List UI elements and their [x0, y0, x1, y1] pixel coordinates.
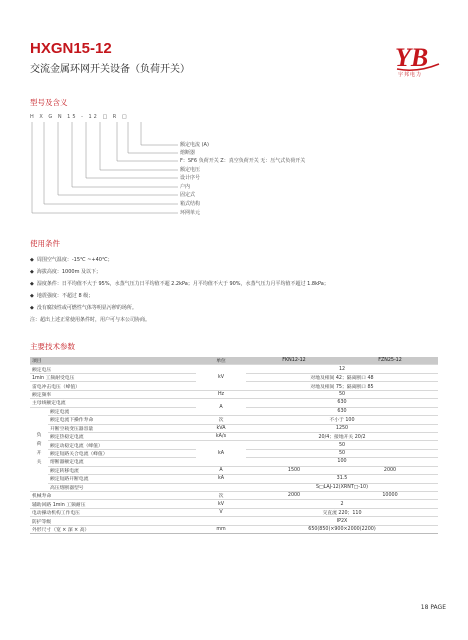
table-row: 额定电压 kV 12 [30, 365, 438, 373]
table-row: 电动操动机构工作电压 V 交直流 220；110 [30, 508, 438, 516]
condition-item: ◆ 地震强度：不超过 8 级； [30, 293, 94, 299]
bullet-diamond-icon: ◆ [30, 281, 34, 287]
table-row: 熔断器额定电流 100 [30, 458, 438, 466]
model-tree-lines [0, 0, 468, 240]
table-row: 机械寿命 次 2000 10000 [30, 492, 438, 500]
condition-item: ◆ 湿度条件：日平均值不大于 95%，水蒸气压力日平均值不超 2.2kPa；月平均值不大于 90%，水蒸气压力月平均值不超过 1.8kPa； [30, 281, 329, 287]
model-label-switch-type: F：SF6 负荷开关 Z：真空负荷开关 无：压气式负荷开关 [180, 158, 306, 164]
bullet-diamond-icon: ◆ [30, 257, 34, 263]
model-label-fixed: 固定式 [180, 192, 196, 198]
table-header-unit: 单位 [196, 357, 246, 365]
table-row: 防护等级 IP2X [30, 517, 438, 525]
condition-item: ◆ 没有腐蚀性或可燃性气体等明显污秽的场所。 [30, 305, 137, 311]
table-header-row [30, 357, 438, 365]
table-header-fzn: FZN25-12 [342, 357, 438, 365]
table-row: 额定频率 Hz 50 [30, 390, 438, 398]
group-label-load-switch: 负荷开关 [30, 407, 48, 491]
model-code: H X G N 15 - 12 □ R □ [30, 114, 129, 120]
params-table [30, 357, 438, 534]
table-row: 开断空载变压器容量 kVA 1250 [30, 424, 438, 432]
model-label-box-structure: 箱式结构 [180, 201, 201, 207]
page-number: 18 PAGE [420, 604, 446, 611]
table-row: 负荷开关 额定电流 630 [30, 407, 438, 415]
table-row: 额定动稳定电流（峰值） kA 50 [30, 441, 438, 449]
table-row: 额定短路开断电流 kA 31.5 [30, 475, 438, 483]
conditions-note: 注：超出上述正常使用条件时，用户可与本公司协商。 [30, 317, 151, 323]
table-row: 高压熔断器型号 S□LAJ-12(XRNT□-10) [30, 483, 438, 491]
logo-text: 宇邦电力 [398, 72, 423, 78]
page-title: HXGN15-12 [30, 40, 112, 57]
table-row: 雷电冲击电压（峰值） 对地及相间 75；隔离断口 85 [30, 382, 438, 390]
condition-item: ◆ 周围空气温度：-15℃ ~+40℃； [30, 257, 113, 263]
svg-text:YB: YB [395, 43, 429, 72]
section-heading-params: 主要技术参数 [30, 342, 75, 351]
table-row: 主母线额定电流 A 630 [30, 399, 438, 407]
table-row: 额定转移电流 A 1500 2000 [30, 466, 438, 474]
condition-item: ◆ 海拔高度：1000m 及以下； [30, 269, 102, 275]
model-label-rated-voltage: 额定电压 [180, 167, 201, 173]
bullet-diamond-icon: ◆ [30, 269, 34, 275]
model-label-ring-unit: 环网单元 [180, 210, 201, 216]
section-heading-model: 型号及含义 [30, 98, 68, 107]
table-row: 额定电流下操作寿命 次 不小于 100 [30, 416, 438, 424]
model-label-indoor: 户内 [180, 184, 191, 190]
table-row: 1min 工频耐受电压 对地及相间 42；隔离断口 48 [30, 373, 438, 381]
table-row: 辅助回路 1min 工频耐压 kV 2 [30, 500, 438, 508]
model-label-fuse: 熔断器 [180, 150, 196, 156]
table-header-fkn: FKN12-12 [246, 357, 342, 365]
table-header-item: 项目 [30, 357, 196, 365]
bullet-diamond-icon: ◆ [30, 305, 34, 311]
section-heading-conditions: 使用条件 [30, 239, 60, 248]
page-subtitle: 交流金属环网开关设备（负荷开关） [30, 64, 190, 75]
table-row: 额定短路关合电流（峰值） 50 [30, 449, 438, 457]
model-label-rated-current: 额定电流 (A) [180, 142, 209, 148]
bullet-diamond-icon: ◆ [30, 293, 34, 299]
table-row: 额定热稳定电流 kA/s 20/4；接地开关 20/2 [30, 432, 438, 440]
model-label-design-serial: 设计序号 [180, 175, 201, 181]
table-row: 外形尺寸（宽 × 深 × 高） mm 650(850)×900×2000(2200) [30, 525, 438, 533]
